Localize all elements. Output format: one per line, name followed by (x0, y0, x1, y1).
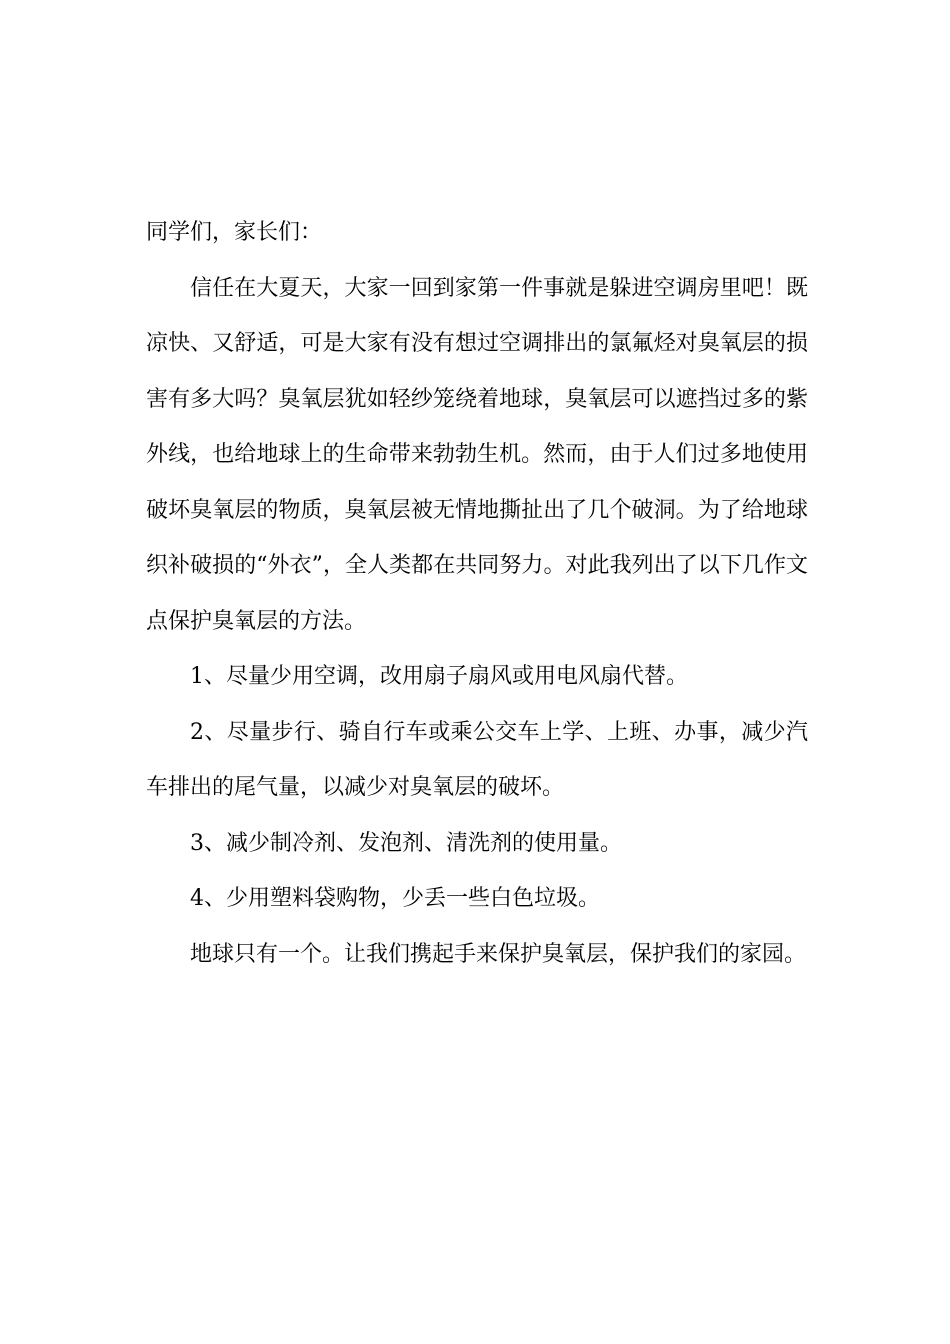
list-item: 2、尽量步行、骑自行车或乘公交车上学、上班、办事，减少汽车排出的尾气量，以减少对臭氧层的破坏。 (146, 719, 808, 800)
list-item: 3、减少制冷剂、发泡剂、清洗剂的使用量。 (190, 830, 622, 856)
list-item: 1、尽量少用空调，改用扇子扇风或用电风扇代替。 (190, 664, 688, 689)
document-page (146, 205, 808, 982)
salutation: 同学们，家长们： (146, 220, 323, 245)
intro-paragraph: 信任在大夏天，大家一回到家第一件事就是躲进空调房里吧！既凉快、又舒适，可是大家有没有想过空调排出的氯氟烃对臭氧层的损害有多大吗？臭氧层犹如轻纱笼绕着地球，臭氧层可以遮挡过多的紫外线，也给地球上的生命带来勃勃生机。然而，由于人们过多地使用破坏臭氧层的物质，臭氧层被无情地撕扯出了几个破洞。为了给地球织补破损的“外衣”，全人类都在共同努力。对此我列出了以下几作文点保护臭氧层的方法。 (146, 275, 808, 634)
list-item: 4、少用塑料袋购物，少丢一些白色垃圾。 (190, 886, 600, 911)
closing-paragraph: 地球只有一个。让我们携起手来保护臭氧层，保护我们的家园。 (190, 941, 807, 967)
